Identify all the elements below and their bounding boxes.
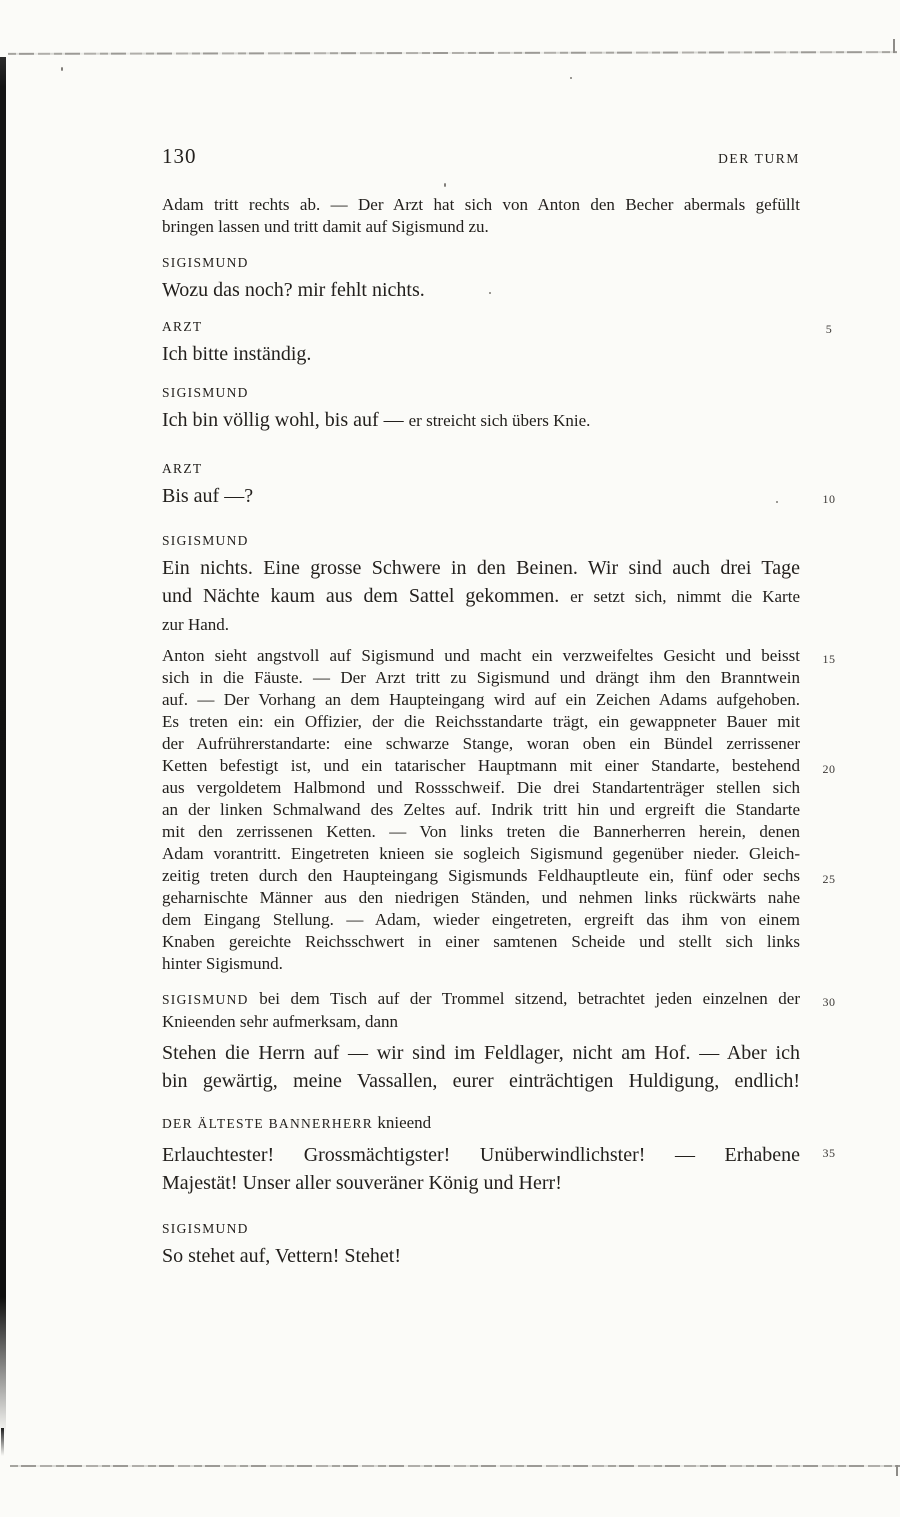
stage-direction-long	[162, 645, 800, 975]
speaker-label: SIGISMUND	[162, 1221, 249, 1236]
line-number: 15	[822, 652, 836, 666]
stage-intro	[162, 988, 800, 1033]
speaker-label: SIGISMUND	[162, 992, 249, 1007]
dialogue-line: Wozu das noch? mir fehlt nichts.	[162, 279, 425, 301]
stage-line: an der linken Schmalwand des Zeltes auf. Indrik tritt hin und ergreift die Standarte	[162, 800, 800, 819]
dialogue-line: Ich bitte inständig.	[162, 343, 312, 365]
dialogue-text: Majestät! Unser aller souveräner König und Herr!	[162, 1172, 562, 1194]
stage-line: sich in die Fäuste. — Der Arzt tritt zu Sigismund und drängt ihm den Branntwein	[162, 668, 800, 687]
dialogue-paragraph	[162, 1141, 800, 1197]
stage-intro	[162, 1112, 800, 1135]
dialogue-text: und Nächte kaum aus dem Sattel gekommen.	[162, 585, 560, 607]
speaker-label: SIGISMUND	[162, 255, 249, 270]
scan-left-binding-bar	[0, 57, 6, 1435]
speaker-label: SIGISMUND	[162, 533, 249, 548]
stage-line: Adam tritt rechts ab. — Der Arzt hat sich von Anton den Becher abermals gefüllt	[162, 195, 800, 214]
line-number: 35	[822, 1146, 836, 1160]
stage-text: bei dem Tisch auf der Trommel sitzend, betrachtet jeden einzelnen der	[259, 989, 801, 1008]
inline-stage-direction: zur Hand.	[162, 615, 230, 634]
speech-sigismund-3	[162, 532, 800, 639]
speaker-label: DER ÄLTESTE BANNERHERR	[162, 1116, 374, 1131]
scan-speck	[61, 67, 63, 71]
dialogue-mixed-line	[162, 582, 800, 611]
stage-line: Adam vorantritt. Eingetreten knieen sie sogleich Sigismund gegenüber nieder. Gleich-	[162, 844, 800, 863]
stage-line: bringen lassen und tritt damit auf Sigismund zu.	[162, 217, 489, 236]
scan-top-edge-line	[8, 51, 897, 55]
stage-line: zeitig treten durch den Haupteingang Sigismunds Feldhauptleute ein, fünf oder sechs	[162, 866, 800, 885]
dialogue-line	[162, 406, 800, 435]
scan-bottom-edge-line	[10, 1465, 900, 1467]
inline-stage-direction: er streicht sich übers Knie.	[408, 411, 591, 430]
page-header	[162, 144, 800, 169]
speech-sigismund-4	[162, 988, 800, 1095]
dialogue-line: So stehet auf, Vettern! Stehet!	[162, 1245, 402, 1267]
speech-sigismund-1	[162, 254, 800, 304]
dialogue-text: Ein nichts. Eine grosse Schwere in den Beinen. Wir sind auch drei Tage	[162, 557, 800, 579]
scan-bottom-right-tick	[896, 1465, 898, 1476]
page-number: 130	[162, 144, 197, 168]
stage-line: hinter Sigismund.	[162, 954, 283, 973]
stage-line: mit den zerrissenen Ketten. — Von links treten die Bannerherren herein, denen	[162, 822, 800, 841]
line-number: 30	[822, 995, 836, 1009]
stage-direction-opening	[162, 194, 800, 238]
line-number: 25	[822, 872, 836, 886]
speaker-label: ARZT	[162, 461, 203, 476]
stage-line: Anton sieht angstvoll auf Sigismund und macht ein verzweifeltes Gesicht und beisst	[162, 646, 800, 665]
inline-stage-direction: knieend	[377, 1113, 432, 1132]
running-head: DER TURM	[718, 151, 800, 166]
stage-line	[162, 1112, 800, 1135]
stage-line: auf. — Der Vorhang an dem Haupteingang wird auf ein Zeichen Adams aufgehoben.	[162, 690, 800, 709]
speaker-label: SIGISMUND	[162, 385, 249, 400]
line-number: 10	[822, 492, 836, 506]
stage-line: dem Eingang Stellung. — Adam, wieder eingetreten, ergreift das ihm von einem	[162, 910, 800, 929]
stage-line: aus vergoldetem Halbmond und Rossschweif. Die drei Standartenträger stellen sich	[162, 778, 800, 797]
stage-line	[162, 988, 800, 1011]
line-number: 20	[822, 762, 836, 776]
speaker-label: ARZT	[162, 319, 203, 334]
scan-left-binding-bar-tail	[1, 1428, 4, 1456]
speech-arzt-1	[162, 318, 800, 368]
speech-bannerherr	[162, 1112, 800, 1197]
inline-stage-direction: er setzt sich, nimmt die Karte	[570, 587, 800, 606]
stage-line: geharnischte Männer aus den niedrigen Ständen, und nehmen links rückwärts nahe	[162, 888, 800, 907]
dialogue-text: bin gewärtig, meine Vassallen, eurer einträchtigen Huldigung, endlich!	[162, 1070, 800, 1092]
stage-line: Knieenden sehr aufmerksam, dann	[162, 1012, 399, 1031]
line-number: 5	[825, 322, 833, 336]
dialogue-paragraph	[162, 554, 800, 639]
speech-arzt-2	[162, 460, 800, 510]
scan-speck	[570, 77, 572, 79]
dialogue-line: Bis auf —?	[162, 485, 254, 507]
stage-line: der Aufrührerstandarte: eine schwarze Stange, woran oben ein Bündel zerrissener	[162, 734, 800, 753]
scan-speck	[444, 183, 446, 187]
dialogue-text: Ich bin völlig wohl, bis auf —	[162, 409, 404, 431]
dialogue-text: Stehen die Herrn auf — wir sind im Feldlager, nicht am Hof. — Aber ich	[162, 1042, 800, 1064]
scan-top-right-tick	[893, 39, 895, 53]
stage-line: Knaben gereichte Reichsschwert in einer samtenen Scheide und stellt sich links	[162, 932, 800, 951]
speech-sigismund-2	[162, 384, 800, 435]
dialogue-text: Erlauchtester! Grossmächtigster! Unüberwindlichster! — Erhabene	[162, 1144, 800, 1166]
stage-line: Ketten befestigt ist, und ein tatarischer Hauptmann mit einer Standarte, bestehend	[162, 756, 800, 775]
dialogue-paragraph	[162, 1039, 800, 1095]
stage-line: Es treten ein: ein Offizier, der die Reichsstandarte trägt, ein gewappneter Bauer mit	[162, 712, 800, 731]
speech-sigismund-5	[162, 1220, 800, 1270]
